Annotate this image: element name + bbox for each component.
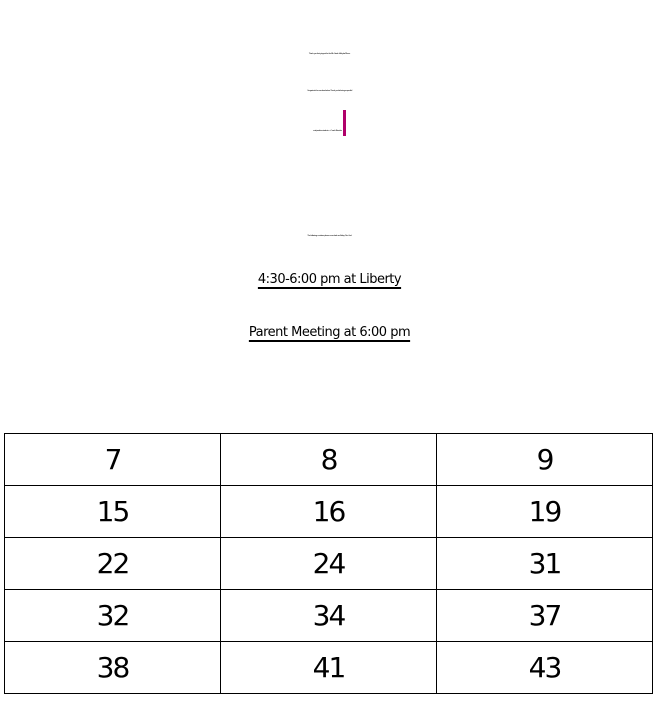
table-row [5, 642, 653, 694]
table-cell: 31 [437, 538, 653, 590]
table-cell: 22 [5, 538, 221, 590]
callback-numbers-table [4, 433, 653, 694]
table-cell: 24 [221, 538, 437, 590]
intro-line-3: and positive students. --- Coach Reiniche [313, 130, 342, 132]
table-row [5, 590, 653, 642]
table-row [5, 486, 653, 538]
table-row [5, 434, 653, 486]
table-cell: 19 [437, 486, 653, 538]
text-cursor-marker [343, 110, 346, 136]
table-cell: 9 [437, 434, 653, 486]
table-cell: 38 [5, 642, 221, 694]
callback-instructions: The following numbers please come back on Friday, Dec 2nd. [307, 235, 352, 237]
intro-message [0, 36, 659, 150]
table-cell: 16 [221, 486, 437, 538]
table-cell: 7 [5, 434, 221, 486]
table-cell: 37 [437, 590, 653, 642]
table-cell: 43 [437, 642, 653, 694]
table-cell: 34 [221, 590, 437, 642]
table-cell: 8 [221, 434, 437, 486]
table-row [5, 538, 653, 590]
table-cell: 41 [221, 642, 437, 694]
intro-line-2: Congrats to the numbers below. Thank you for being respectful [306, 90, 353, 92]
table-cell: 32 [5, 590, 221, 642]
callback-time-location: 4:30-6:00 pm at Liberty [257, 272, 402, 287]
intro-line-3-wrap [0, 110, 659, 150]
table-cell: 15 [5, 486, 221, 538]
intro-line-1: Thank you for trying out for the 8th Grade Volleyball Team. [308, 53, 351, 55]
parent-meeting-notice: Parent Meeting at 6:00 pm [248, 325, 411, 340]
